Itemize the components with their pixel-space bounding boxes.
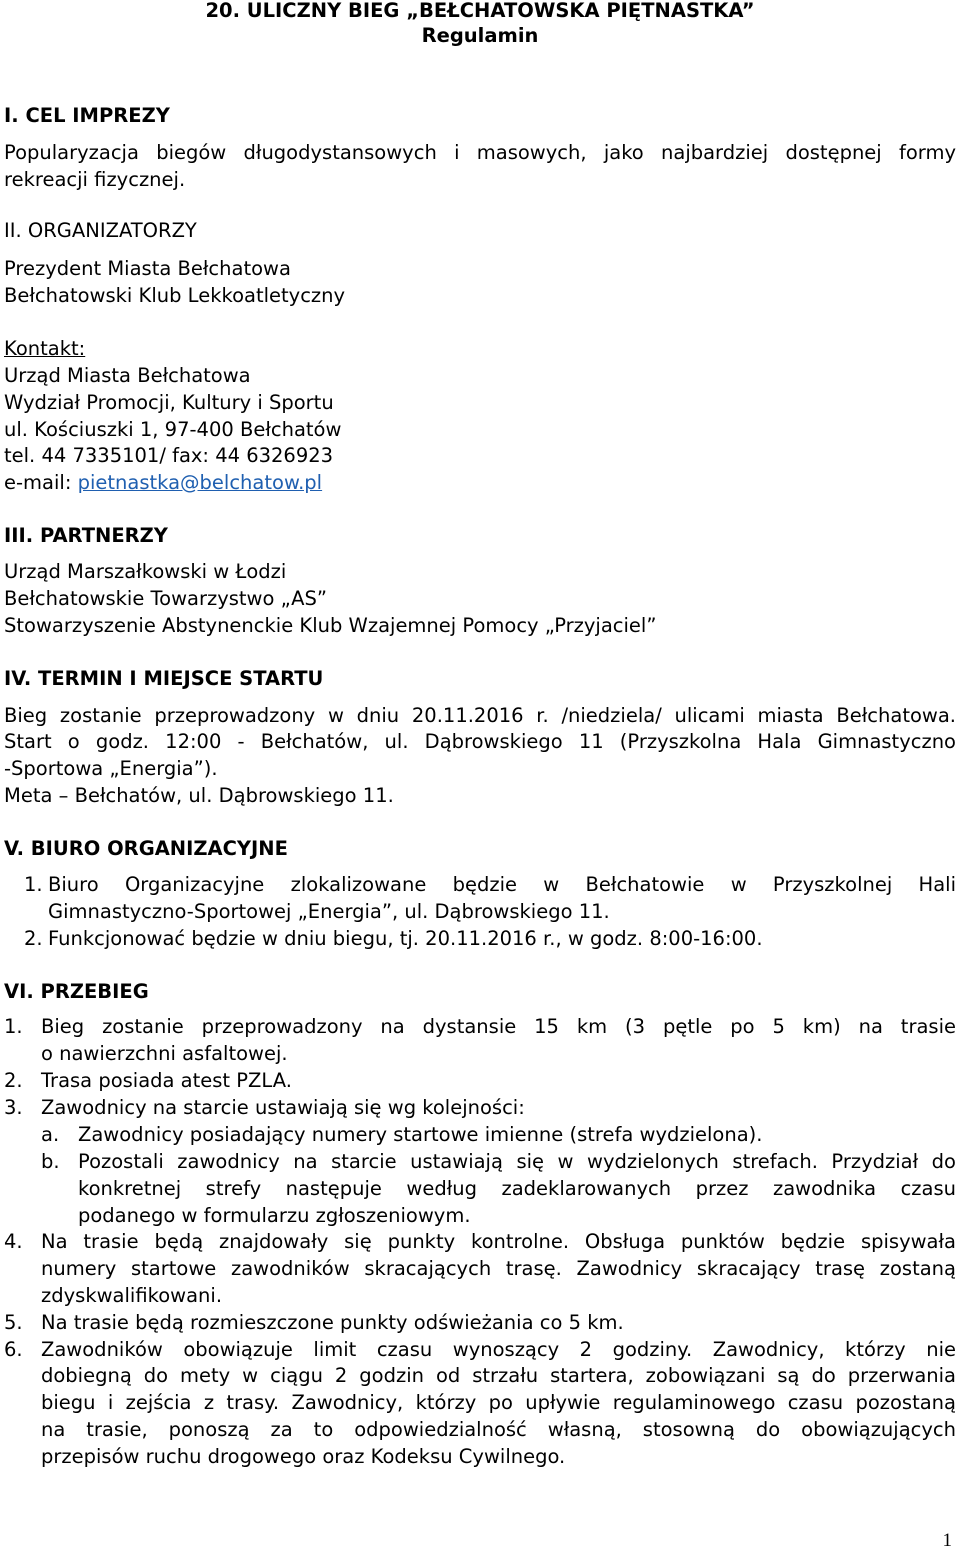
list-item-text: Funkcjonować będzie w dniu biegu, tj. 20.11.2016 r., w godz. 8:00-16:00. (48, 927, 763, 950)
list-item-text: numery startowe zawodników skracających trasę. Zawodnicy skracający trasę zostaną (41, 1257, 956, 1280)
section-heading-biuro: V. BIURO ORGANIZACYJNE (4, 837, 288, 860)
list-number: 1. (4, 1015, 23, 1038)
list-item-text: przepisów ruchu drogowego oraz Kodeksu Cywilnego. (41, 1445, 566, 1468)
sublist-item-text: Zawodnicy posiadający numery startowe imienne (strefa wydzielona). (78, 1123, 763, 1146)
list-item-text: Na trasie będą rozmieszczone punkty odświeżania co 5 km. (41, 1311, 624, 1334)
document-title: 20. ULICZNY BIEG „BEŁCHATOWSKA PIĘTNASTKA” (205, 0, 755, 22)
sublist-item-text: podanego w formularzu zgłoszeniowym. (78, 1204, 471, 1227)
organizer-line: Prezydent Miasta Bełchatowa (4, 257, 291, 280)
list-number: 3. (4, 1096, 23, 1119)
list-number: 2. (24, 927, 43, 950)
list-item-text: biegu i zejścia z trasy. Zawodnicy, którzy po upływie regulaminowego czasu pozostaną (41, 1391, 956, 1414)
paragraph-line: Meta – Bełchatów, ul. Dąbrowskiego 11. (4, 784, 394, 807)
email-prefix: e-mail: (4, 471, 78, 494)
list-number: 6. (4, 1338, 23, 1361)
list-item-text: Bieg zostanie przeprowadzony na dystansie 15 km (3 pętle po 5 km) na trasie (41, 1015, 956, 1038)
sublist-item-text: konkretnej strefy następuje według zadeklarowanych przez zawodnika czasu (78, 1177, 956, 1200)
paragraph-line: -Sportowa „Energia”). (4, 757, 218, 780)
contact-label: Kontakt: (4, 337, 86, 360)
contact-phone: tel. 44 7335101/ fax: 44 6326923 (4, 444, 334, 467)
list-item-text: Zawodnicy na starcie ustawiają się wg kolejności: (41, 1096, 525, 1119)
list-item-text: dobiegną do mety w ciągu 2 godzin od strzału startera, zobowiązani są do przerwania (41, 1364, 956, 1387)
paragraph-line: rekreacji fizycznej. (4, 168, 186, 191)
list-item-text: na trasie, ponoszą za to odpowiedzialność własną, stosowną do obowiązujących (41, 1418, 956, 1441)
partner-line: Urząd Marszałkowski w Łodzi (4, 560, 287, 583)
list-item-text: o nawierzchni asfaltowej. (41, 1042, 288, 1065)
email-link[interactable]: pietnastka@belchatow.pl (77, 471, 323, 494)
paragraph-line: Start o godz. 12:00 - Bełchatów, ul. Dąbrowskiego 11 (Przyszkolna Hala Gimnastyczno (4, 730, 956, 753)
section-heading-cel: I. CEL IMPREZY (4, 104, 170, 127)
list-number: 4. (4, 1230, 23, 1253)
page-number: 1 (942, 1530, 952, 1551)
list-item-text: zdyskwalifikowani. (41, 1284, 223, 1307)
list-number: 5. (4, 1311, 23, 1334)
list-item-text: Biuro Organizacyjne zlokalizowane będzie w Bełchatowie w Przyszkolnej Hali (48, 873, 956, 896)
list-item-text: Zawodników obowiązuje limit czasu wynoszący 2 godziny. Zawodnicy, którzy nie (41, 1338, 956, 1361)
paragraph-line: Popularyzacja biegów długodystansowych i masowych, jako najbardziej dostępnej formy (4, 141, 956, 164)
partner-line: Stowarzyszenie Abstynenckie Klub Wzajemnej Pomocy „Przyjaciel” (4, 614, 657, 637)
section-heading-partnerzy: III. PARTNERZY (4, 524, 168, 547)
organizer-line: Bełchatowski Klub Lekkoatletyczny (4, 284, 346, 307)
list-item-text: Trasa posiada atest PZLA. (41, 1069, 292, 1092)
list-item-text: Gimnastyczno-Sportowej „Energia”, ul. Dąbrowskiego 11. (48, 900, 610, 923)
sublist-item-text: Pozostali zawodnicy na starcie ustawiają się w wydzielonych strefach. Przydział do (78, 1150, 956, 1173)
section-heading-przebieg: VI. PRZEBIEG (4, 980, 149, 1003)
paragraph-line: Bieg zostanie przeprowadzony w dniu 20.11.2016 r. /niedziela/ ulicami miasta Bełchatowa. (4, 704, 956, 727)
list-item-text: Na trasie będą znajdowały się punkty kontrolne. Obsługa punktów będzie spisywała (41, 1230, 956, 1253)
section-heading-termin: IV. TERMIN I MIEJSCE STARTU (4, 667, 324, 690)
sublist-letter: a. (41, 1123, 60, 1146)
partner-line: Bełchatowskie Towarzystwo „AS” (4, 587, 327, 610)
contact-line: Wydział Promocji, Kultury i Sportu (4, 391, 334, 414)
sublist-letter: b. (41, 1150, 60, 1173)
contact-email-line (4, 470, 322, 496)
list-number: 1. (24, 873, 43, 896)
list-number: 2. (4, 1069, 23, 1092)
contact-line: Urząd Miasta Bełchatowa (4, 364, 251, 387)
contact-line: ul. Kościuszki 1, 97-400 Bełchatów (4, 418, 342, 441)
section-heading-organizatorzy: II. ORGANIZATORZY (4, 219, 197, 242)
document-subtitle: Regulamin (421, 24, 539, 47)
